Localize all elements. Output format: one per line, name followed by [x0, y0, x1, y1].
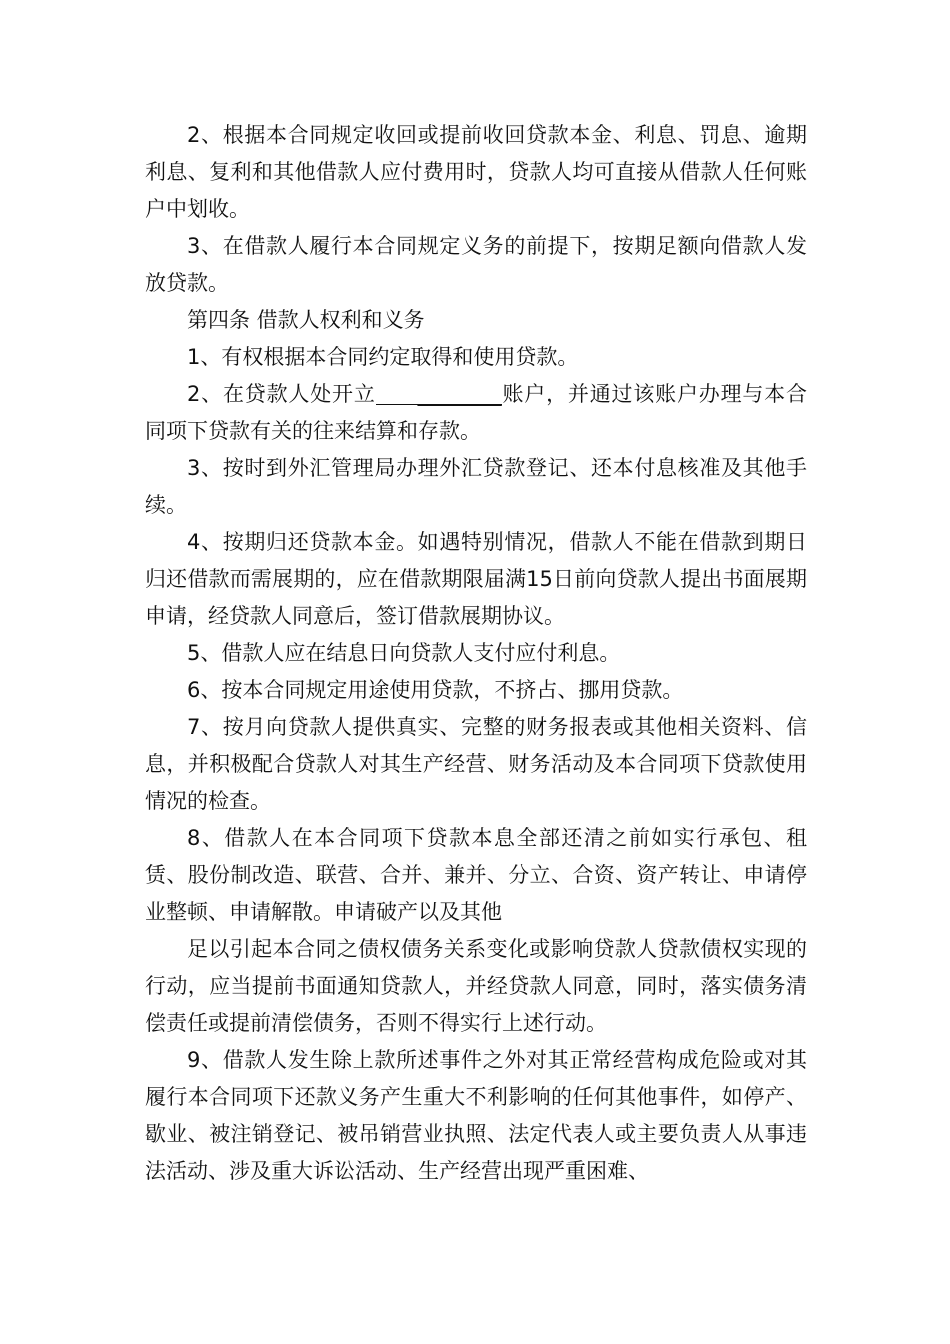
paragraph-borrower-adverse-events: 9、借款人发生除上款所述事件之外对其正常经营构成危险或对其履行本合同项下还款义务产生重大不利影响的任何其他事件，如停产、歇业、被注销登记、被吊销营业执照、法定代表人或主要负责人从事违法活动、涉及重大诉讼活动、生产经营出现严重困难、	[145, 1048, 807, 1183]
document-body	[145, 117, 807, 1190]
paragraph-borrower-interest: 5、借款人应在结息日向贷款人支付应付利息。	[187, 641, 621, 665]
paragraph-borrower-reporting: 7、按月向贷款人提供真实、完整的财务报表或其他相关资料、信息，并积极配合贷款人对其生产经营、财务活动及本合同项下贷款使用情况的检查。	[145, 715, 807, 813]
account-text-suffix: 账户，并通过该账户办理与本合同项下贷款有关的往来结算和存款。	[145, 382, 807, 443]
account-blank-line: ________	[376, 384, 502, 405]
paragraph-borrower-usage: 6、按本合同规定用途使用贷款，不挤占、挪用贷款。	[187, 678, 684, 702]
paragraph-borrower-restructuring: 8、借款人在本合同项下贷款本息全部还清之前如实行承包、租赁、股份制改造、联营、合并、兼并、分立、合资、资产转让、申请停业整顿、申请解散。申请破产以及其他	[145, 826, 807, 924]
paragraph-borrower-registration: 3、按时到外汇管理局办理外汇贷款登记、还本付息核准及其他手续。	[145, 456, 807, 517]
paragraph-borrower-right-1: 1、有权根据本合同约定取得和使用贷款。	[187, 345, 579, 369]
paragraph-lender-deduction: 2、根据本合同规定收回或提前收回贷款本金、利息、罚息、逾期利息、复利和其他借款人应付费用时，贷款人均可直接从借款人任何账户中划收。	[145, 123, 807, 221]
article-4-heading: 第四条 借款人权利和义务	[187, 308, 425, 332]
paragraph-lender-disbursement: 3、在借款人履行本合同规定义务的前提下，按期足额向借款人发放贷款。	[145, 234, 807, 295]
account-text-prefix: 2、在贷款人处开立	[187, 382, 376, 406]
paragraph-borrower-restructuring-cont: 足以引起本合同之债权债务关系变化或影响贷款人贷款债权实现的行动，应当提前书面通知贷款人，并经贷款人同意，同时，落实债务清偿责任或提前清偿债务，否则不得实行上述行动。	[145, 937, 807, 1035]
paragraph-borrower-repayment: 4、按期归还贷款本金。如遇特别情况，借款人不能在借款到期日归还借款而需展期的，应在借款期限届满15日前向贷款人提出书面展期申请，经贷款人同意后，签订借款展期协议。	[145, 530, 807, 628]
paragraph-borrower-account	[145, 376, 807, 450]
